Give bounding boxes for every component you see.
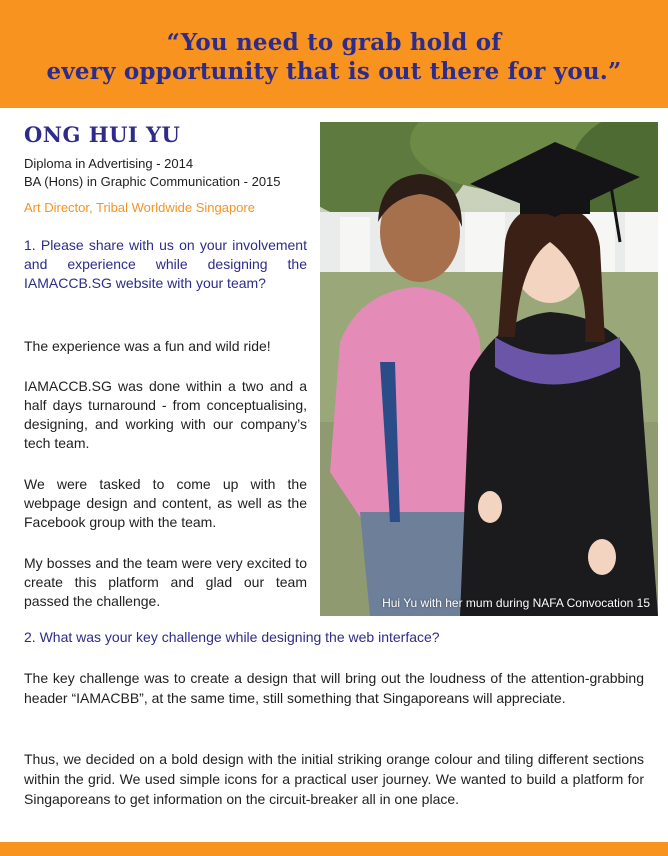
answer-1-paragraph-1: The experience was a fun and wild ride!	[24, 338, 271, 354]
profile-role: Art Director, Tribal Worldwide Singapore	[24, 200, 255, 215]
quote-line-1: “You need to grab hold of	[166, 29, 502, 56]
convocation-photo	[320, 122, 658, 616]
answer-2-paragraph-2: Thus, we decided on a bold design with the initial striking orange colour and tiling different sections within the grid. We used simple icons for a practical user journey. We wanted to build a platform for Singaporeans to get information on the circuit-breaker all in one place.	[24, 751, 644, 807]
answer-1-paragraph-2: IAMACCB.SG was done within a two and a half days turnaround - from conceptualising, designing, and working with our company’s tech team.	[24, 378, 307, 451]
answer-2-paragraph-1: The key challenge was to create a design that will bring out the loudness of the attention-grabbing header “IAMACBB”, at the same time, still something that Singaporeans will appreciate.	[24, 670, 644, 706]
answer-1-paragraph-3: We were tasked to come up with the webpage design and content, as well as the Facebook group with the team.	[24, 476, 307, 530]
quote-banner	[0, 0, 668, 108]
credential-diploma: Diploma in Advertising - 2014	[24, 156, 194, 171]
answer-1-paragraph-4: My bosses and the team were very excited to create this platform and glad our team passed the challenge.	[24, 555, 307, 609]
profile-name: ONG HUI YU	[24, 122, 181, 147]
pull-quote	[0, 28, 668, 86]
credential-degree: BA (Hons) in Graphic Communication - 2015	[24, 174, 281, 189]
question-2: 2. What was your key challenge while designing the web interface?	[24, 629, 440, 645]
quote-line-2: every opportunity that is out there for you.”	[46, 58, 622, 85]
question-1: 1. Please share with us on your involvement and experience while designing the IAMACCB.SG website with your team?	[24, 237, 307, 291]
photo-caption: Hui Yu with her mum during NAFA Convocation 15	[382, 596, 650, 610]
photo-illustration	[320, 122, 658, 616]
footer-bar	[0, 842, 668, 856]
